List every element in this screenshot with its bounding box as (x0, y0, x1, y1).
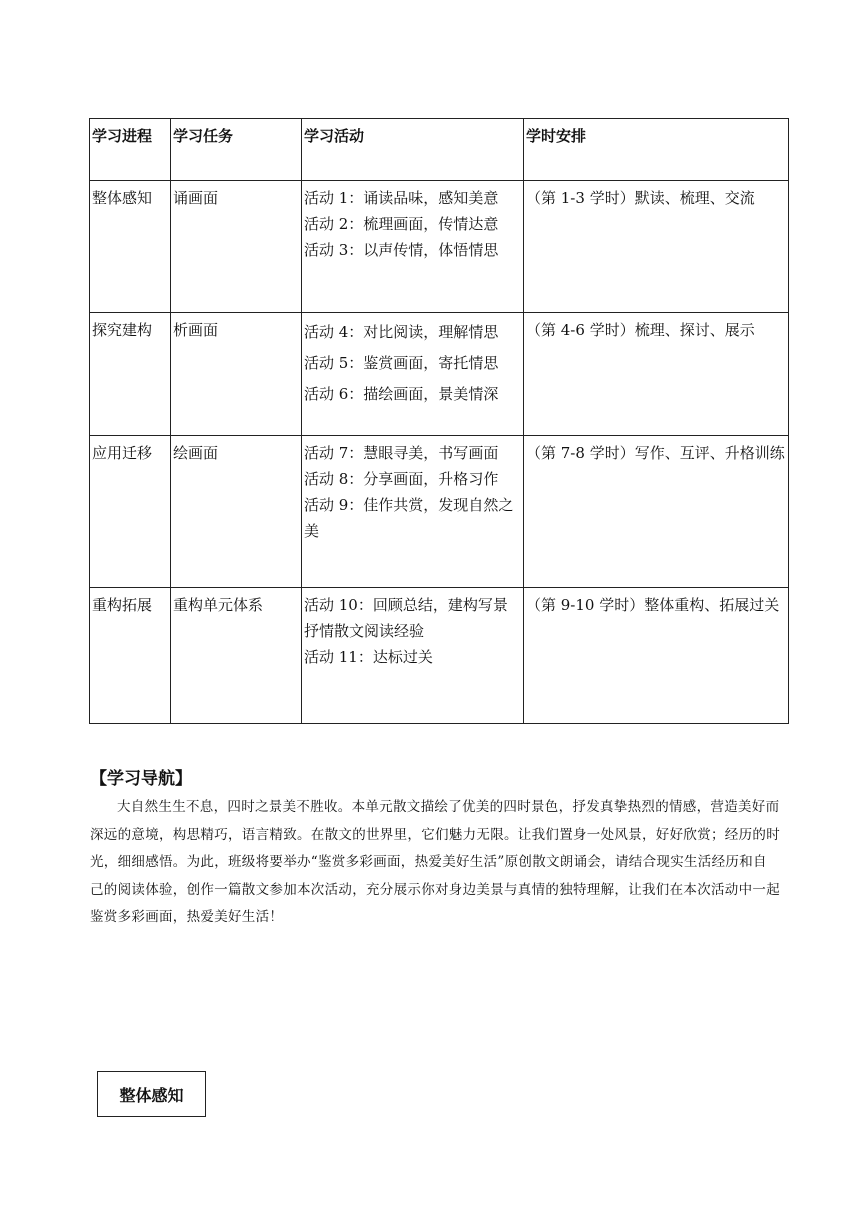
header-task: 学习任务 (171, 119, 302, 181)
schedule-cell: （第 9-10 学时）整体重构、拓展过关 (524, 588, 789, 724)
stage-cell: 探究建构 (90, 313, 171, 436)
study-plan-table (89, 118, 789, 724)
activity-item: 活动 10：回顾总结，建构写景抒情散文阅读经验 (304, 596, 508, 640)
stage-cell: 重构拓展 (90, 588, 171, 724)
table-row (90, 588, 789, 724)
activity-item: 活动 11：达标过关 (304, 648, 433, 666)
guide-title: 【学习导航】 (90, 769, 192, 789)
header-schedule: 学时安排 (524, 119, 789, 181)
stage-cell: 应用迁移 (90, 436, 171, 588)
activity-item: 活动 9：佳作共赏，发现自然之美 (304, 496, 514, 540)
task-cell: 重构单元体系 (171, 588, 302, 724)
activity-item: 活动 1：诵读品味，感知美意 (304, 189, 499, 207)
activities-cell (302, 436, 524, 588)
table-row (90, 436, 789, 588)
schedule-cell: （第 7-8 学时）写作、互评、升格训练 (524, 436, 789, 588)
schedule-cell: （第 1-3 学时）默读、梳理、交流 (524, 181, 789, 313)
activity-item: 活动 7：慧眼寻美，书写画面 (304, 444, 499, 462)
header-activities: 学习活动 (302, 119, 524, 181)
schedule-cell: （第 4-6 学时）梳理、探讨、展示 (524, 313, 789, 436)
stage-cell: 整体感知 (90, 181, 171, 313)
header-stage: 学习进程 (90, 119, 171, 181)
section-heading: 整体感知 (119, 1085, 184, 1105)
table-header-row (90, 119, 789, 181)
task-cell: 析画面 (171, 313, 302, 436)
activities-cell (302, 588, 524, 724)
activities-cell (302, 181, 524, 313)
activity-item: 活动 6：描绘画面，景美情深 (304, 385, 499, 403)
activity-item: 活动 8：分享画面，升格习作 (304, 470, 499, 488)
table-row (90, 313, 789, 436)
activity-item: 活动 5：鉴赏画面，寄托情思 (304, 354, 499, 372)
section-heading-box (97, 1071, 206, 1117)
activities-cell (302, 313, 524, 436)
task-cell: 诵画面 (171, 181, 302, 313)
task-cell: 绘画面 (171, 436, 302, 588)
activity-item: 活动 4：对比阅读，理解情思 (304, 323, 499, 341)
activity-item: 活动 2：梳理画面，传情达意 (304, 215, 499, 233)
guide-paragraph: 大自然生生不息，四时之景美不胜收。本单元散文描绘了优美的四时景色，抒发真挚热烈的情感，营造美好而深远的意境，构思精巧，语言精致。在散文的世界里，它们魅力无限。让我们置身一处风景，好好欣赏；经历的时光，细细感悟。为此，班级将要举办“鉴赏多彩画面，热爱美好生活”原创散文朗诵会，请结合现实生活经历和自己的阅读体验，创作一篇散文参加本次活动，充分展示你对身边美景与真情的独特理解，让我们在本次活动中一起鉴赏多彩画面，热爱美好生活！ (90, 799, 780, 925)
table-row (90, 181, 789, 313)
activity-item: 活动 3：以声传情，体悟情思 (304, 241, 499, 259)
